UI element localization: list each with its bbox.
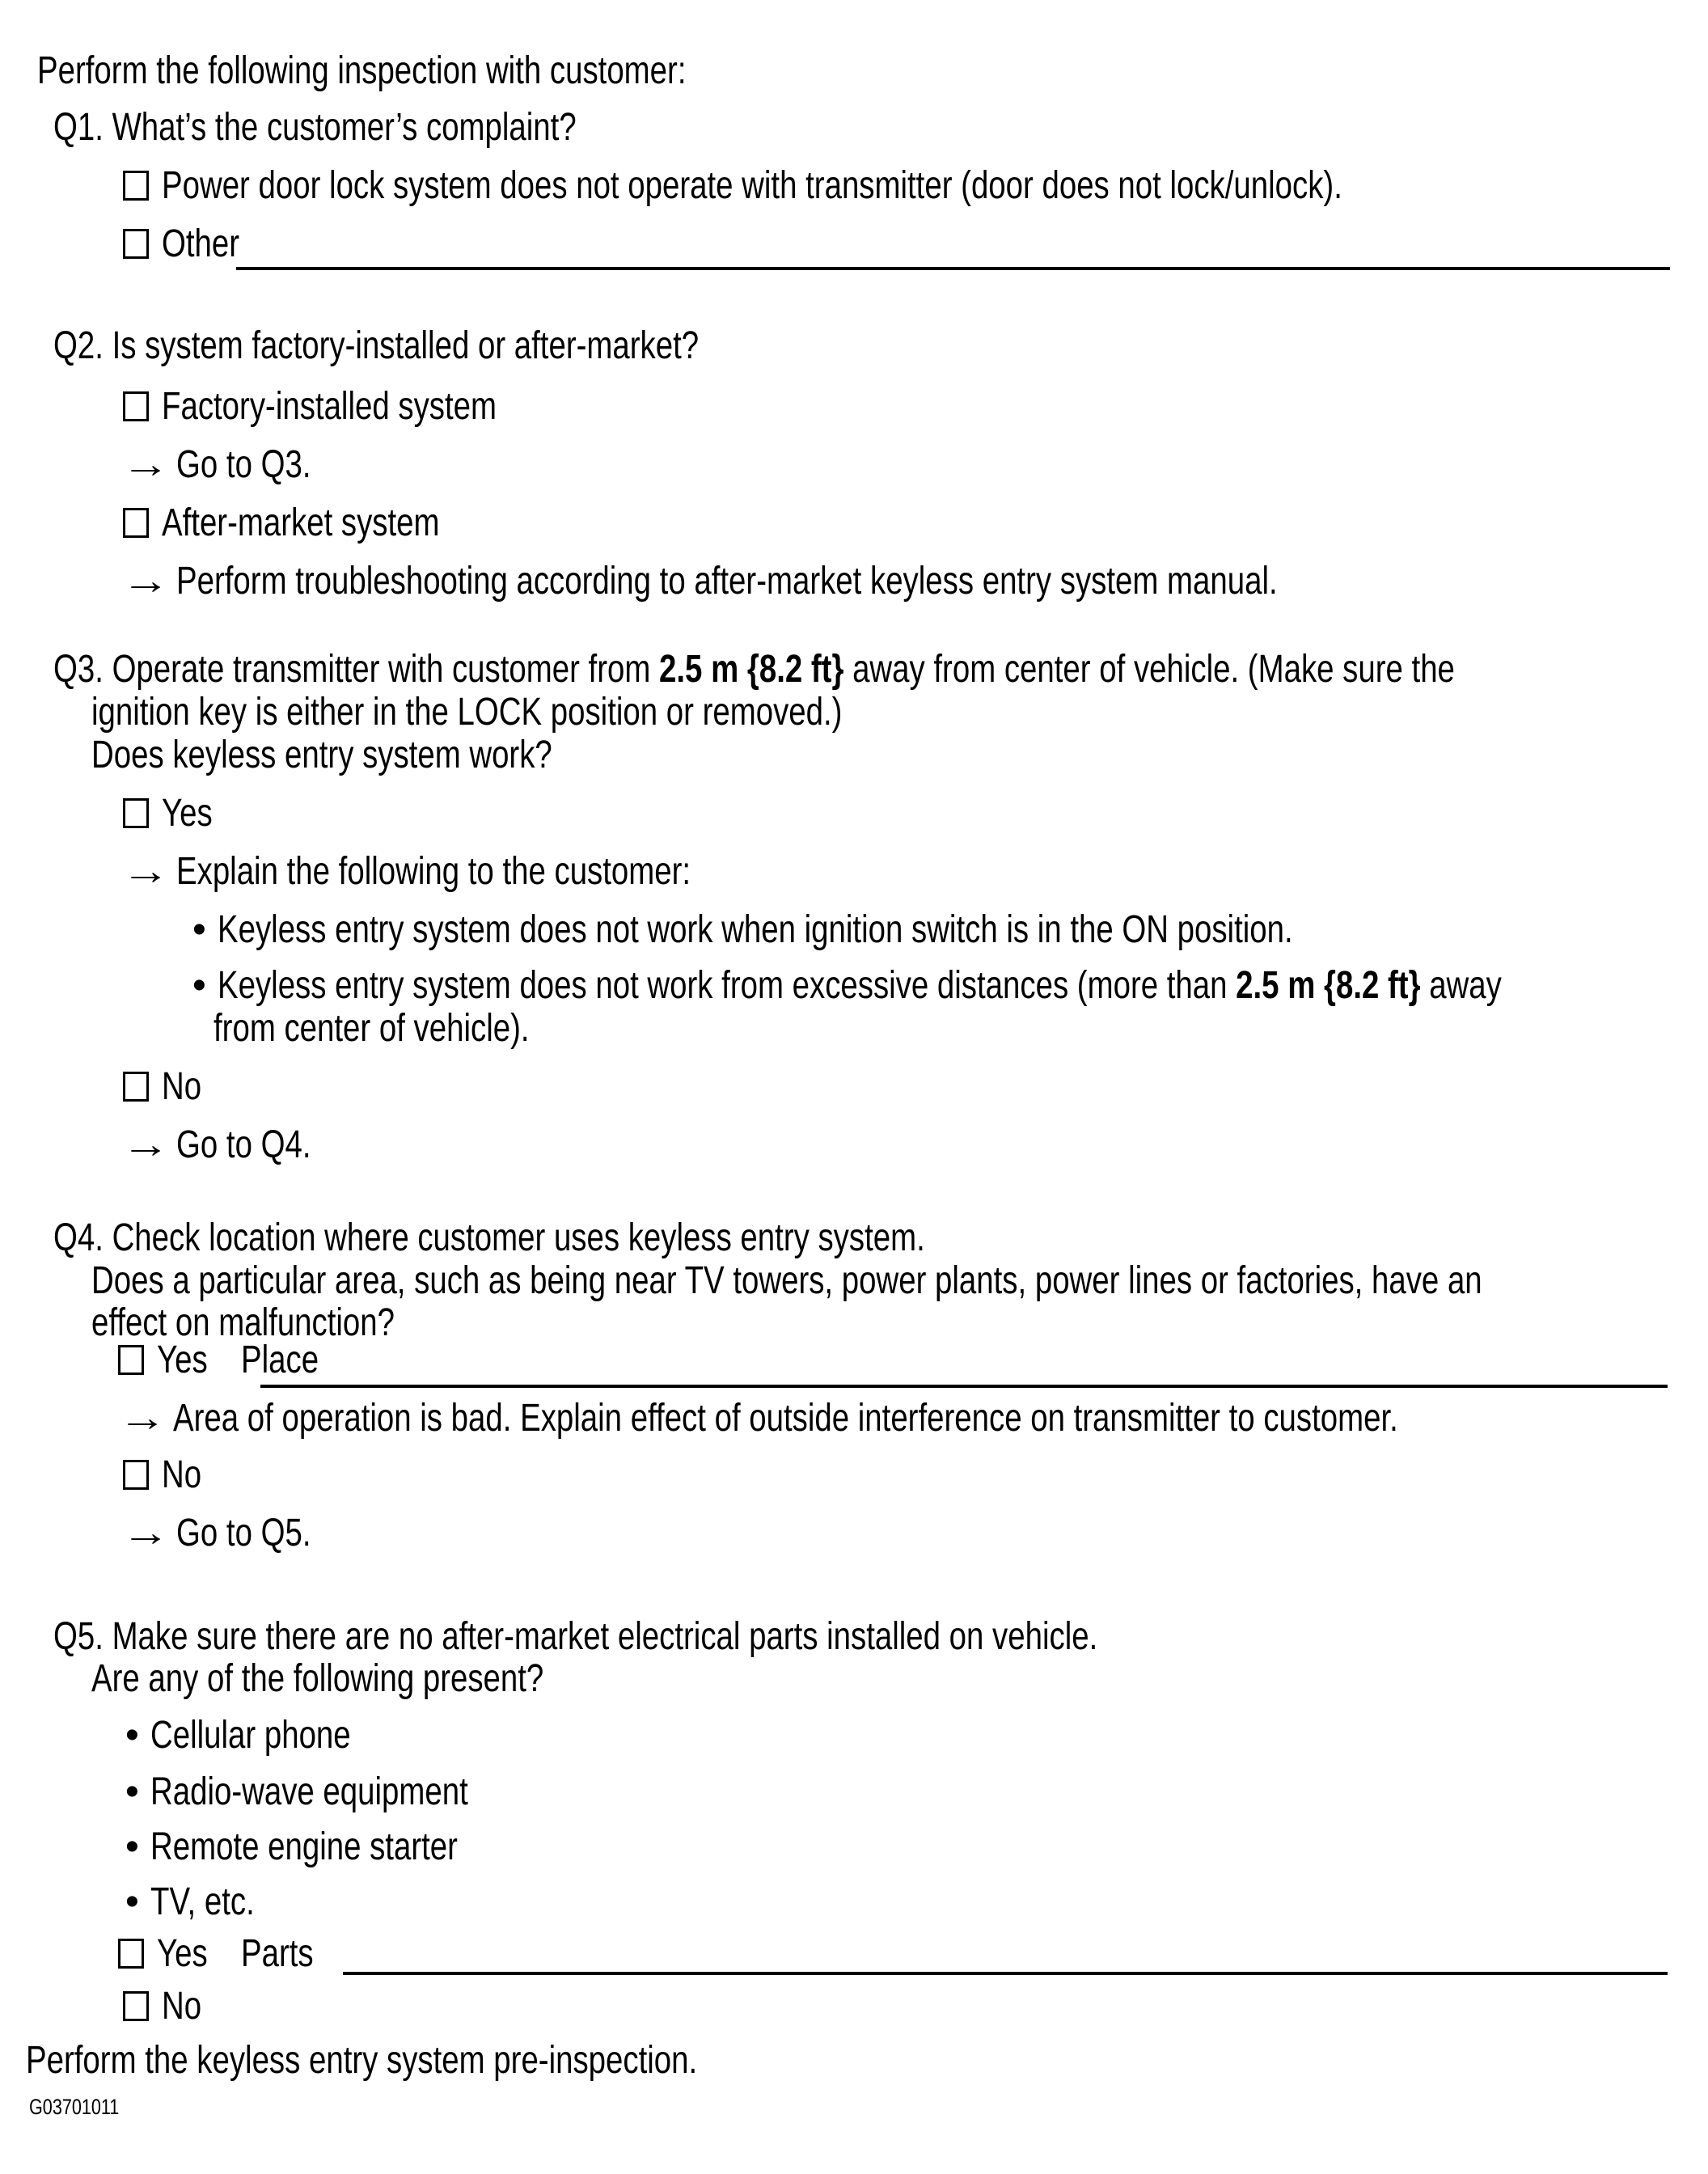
factory-installed-checkbox[interactable] xyxy=(123,391,149,421)
q2-option-factory-installed xyxy=(123,387,580,426)
bullet-icon xyxy=(125,1716,139,1755)
after-market-checkbox[interactable] xyxy=(123,508,149,538)
figure-code: G03701011 xyxy=(29,2095,120,2119)
q5-bullet-radio-wave: • Radio-wave equipment xyxy=(125,1773,547,1812)
q4-yes-checkbox[interactable] xyxy=(118,1345,144,1375)
q5-bullet-remote-starter: • Remote engine starter xyxy=(125,1828,535,1867)
arrow-icon xyxy=(121,1514,160,1553)
q4-title-line2: Does a particular area, such as being near TV towers, power plants, power lines or factories, have an xyxy=(91,1259,1482,1302)
q5-no-checkbox[interactable] xyxy=(123,1991,149,2021)
q1-option-other xyxy=(123,222,259,265)
q3-no-checkbox[interactable] xyxy=(123,1072,149,1102)
other-label: Other xyxy=(162,222,240,265)
q4-arrow-area-bad: → Area of operation is bad. Explain effect of outside interference on transmitter to customer. xyxy=(118,1399,1705,1438)
q4-option-yes xyxy=(118,1341,220,1380)
q3-yes-checkbox[interactable] xyxy=(123,798,149,828)
q5-yes-checkbox[interactable] xyxy=(118,1939,144,1969)
arrow-icon xyxy=(118,1399,157,1438)
power-door-lock-checkbox[interactable] xyxy=(123,171,149,201)
arrow-icon xyxy=(121,446,160,484)
q1-title: Q1. What’s the customer’s complaint? xyxy=(53,106,577,149)
q4-no-checkbox[interactable] xyxy=(123,1460,149,1490)
q2-arrow-goto-q3: → Go to Q3. xyxy=(121,446,345,484)
q3-option-no xyxy=(123,1065,211,1108)
q2-option-after-market xyxy=(123,501,509,544)
parts-input-line[interactable] xyxy=(343,1972,1668,1975)
after-market-label: After-market system xyxy=(162,501,440,544)
bullet-icon xyxy=(125,1773,139,1812)
q3-bullet-ignition-on: • Keyless entry system does not work when ignition switch is in the ON position. xyxy=(192,911,1562,950)
q3-yes-label: Yes xyxy=(162,792,213,835)
q3-title-line1: Q3. Operate transmitter with customer from 2.5 m {8.2 ft} away from center of vehicle. (Make sure the xyxy=(53,648,1455,691)
q4-yes-label: Yes xyxy=(157,1339,208,1381)
q2-title: Q2. Is system factory-installed or after-market? xyxy=(53,324,700,367)
q3-arrow-goto-q4: → Go to Q4. xyxy=(121,1126,345,1165)
factory-installed-label: Factory-installed system xyxy=(162,385,497,428)
q4-option-no xyxy=(123,1453,211,1496)
q4-no-label: No xyxy=(162,1453,202,1496)
q3-no-label: No xyxy=(162,1065,202,1108)
q5-title-line1: Q5. Make sure there are no after-market electrical parts installed on vehicle. xyxy=(53,1615,1098,1658)
footer-instruction: Perform the keyless entry system pre-inspection. xyxy=(26,2039,698,2082)
q5-parts-label: Parts xyxy=(241,1932,314,1975)
intro-text: Perform the following inspection with customer: xyxy=(37,49,687,92)
q3-title-line3: Does keyless entry system work? xyxy=(91,734,552,776)
bullet-icon xyxy=(125,1828,139,1867)
q5-bullet-cellular-phone: • Cellular phone xyxy=(125,1716,400,1755)
q1-option-power-door-lock xyxy=(123,164,1638,207)
q3-bullet-excessive-distance-line2: from center of vehicle). xyxy=(214,1007,530,1050)
arrow-icon xyxy=(121,1126,160,1165)
other-checkbox[interactable] xyxy=(123,229,149,259)
q5-title-line2: Are any of the following present? xyxy=(91,1657,544,1700)
q4-title-line1: Q4. Check location where customer uses keyless entry system. xyxy=(53,1216,925,1259)
q4-title-line3: effect on malfunction? xyxy=(91,1301,395,1344)
bullet-icon xyxy=(192,911,206,950)
q4-arrow-goto-q5: → Go to Q5. xyxy=(121,1514,345,1553)
q2-arrow-aftermarket-manual: → Perform troubleshooting according to after-market keyless entry system manual. xyxy=(121,562,1553,601)
q3-bullet-excessive-distance-line1: • Keyless entry system does not work from excessive distances (more than 2.5 m {8.2 ft} away xyxy=(192,966,1708,1005)
q3-arrow-explain: → Explain the following to the customer: xyxy=(121,852,819,891)
power-door-lock-label: Power door lock system does not operate with transmitter (door does not lock/unlock). xyxy=(162,164,1342,207)
q4-place-label: Place xyxy=(241,1339,319,1381)
q5-bullet-tv: • TV, etc. xyxy=(125,1883,281,1922)
bullet-icon xyxy=(192,966,206,1005)
place-input-line[interactable] xyxy=(260,1385,1668,1388)
q5-yes-label: Yes xyxy=(157,1932,208,1975)
other-input-line[interactable] xyxy=(236,267,1670,270)
q3-title-line2: ignition key is either in the LOCK position or removed.) xyxy=(91,691,843,734)
q5-option-no xyxy=(123,1987,211,2026)
q5-option-yes xyxy=(118,1932,220,1975)
bullet-icon xyxy=(125,1883,139,1922)
arrow-icon xyxy=(121,852,160,891)
q3-option-yes xyxy=(123,794,225,833)
arrow-icon xyxy=(121,562,160,601)
q5-no-label: No xyxy=(162,1985,202,2028)
